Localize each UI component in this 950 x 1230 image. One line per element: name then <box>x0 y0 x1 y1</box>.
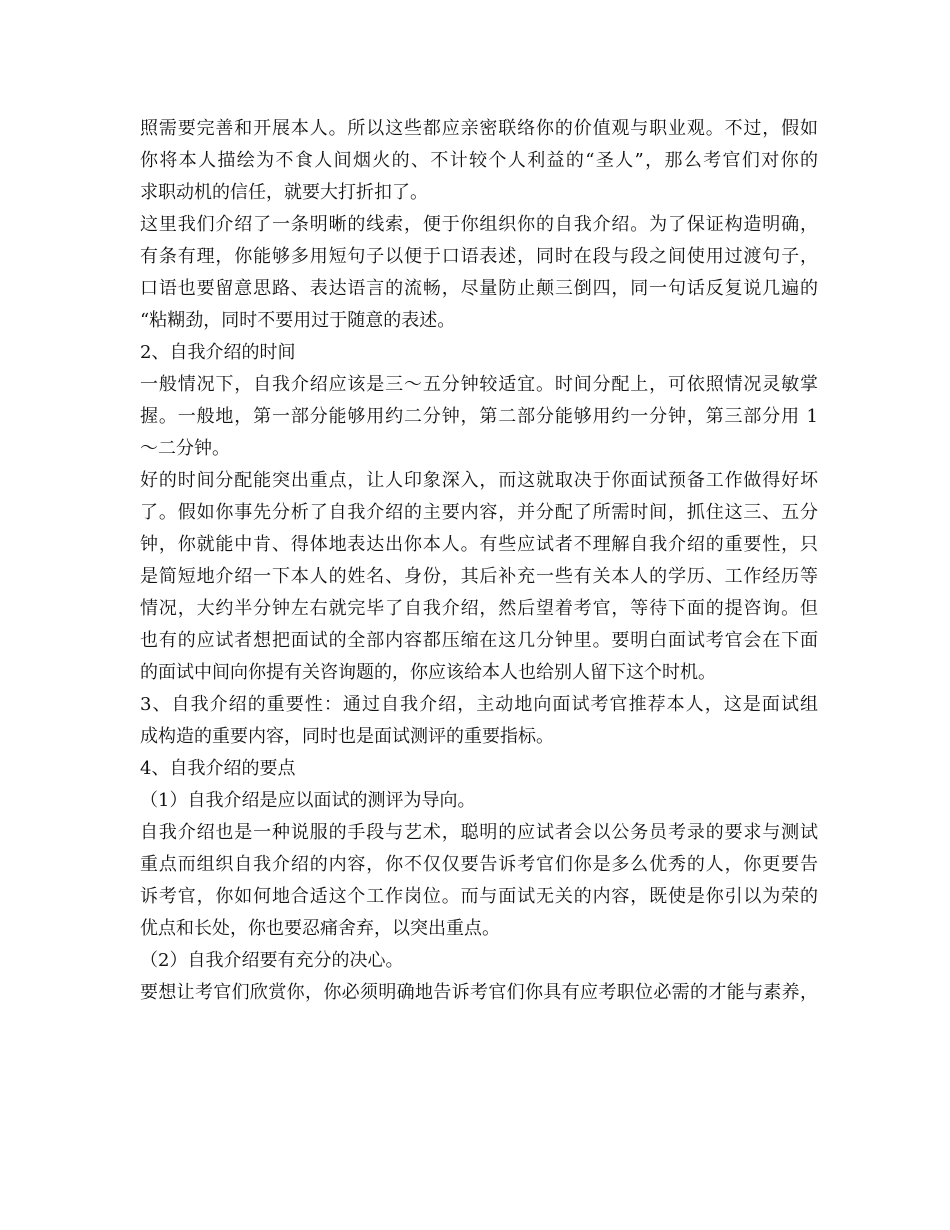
text-line: （1）自我介绍是应以面试的测评为导向。 <box>140 790 476 811</box>
text-line: 3、自我介绍的重要性：通过自我介绍，主动地向面试考官推荐本人，这是面试组 <box>140 694 818 715</box>
text-line: 你将本人描绘为不食人间烟火的、不计较个人利益的“圣人”，那么考官们对你的 <box>140 150 818 171</box>
text-line: 要想让考官们欣赏你，你必须明确地告诉考官们你具有应考职位必需的才能与素养， <box>140 982 818 1003</box>
text-line: 4、自我介绍的要点 <box>140 758 296 779</box>
text-line: 口语也要留意思路、表达语言的流畅，尽量防止颠三倒四，同一句话反复说几遍的 <box>140 278 818 299</box>
text-line: “粘糊劲，同时不要用过于随意的表述。 <box>140 310 456 331</box>
text-line: 这里我们介绍了一条明晰的线索，便于你组织你的自我介绍。为了保证构造明确， <box>140 214 818 235</box>
text-line: 好的时间分配能突出重点，让人印象深入，而这就取决于你面试预备工作做得好坏 <box>140 470 818 491</box>
text-line: 钟，你就能中肯、得体地表达出你本人。有些应试者不理解自我介绍的重要性，只 <box>140 534 818 555</box>
text-line: 照需要完善和开展本人。所以这些都应亲密联络你的价值观与职业观。不过，假如 <box>140 118 818 139</box>
text-line: 有条有理，你能够多用短句子以便于口语表述，同时在段与段之间使用过渡句子， <box>140 246 818 267</box>
text-line: 的面试中间向你提有关咨询题的，你应该给本人也给别人留下这个时机。 <box>140 662 716 683</box>
text-line: 也有的应试者想把面试的全部内容都压缩在这几分钟里。要明白面试考官会在下面 <box>140 630 818 651</box>
text-line: 自我介绍也是一种说服的手段与艺术，聪明的应试者会以公务员考录的要求与测试 <box>140 822 818 843</box>
text-line: 一般情况下，自我介绍应该是三～五分钟较适宜。时间分配上，可依照情况灵敏掌 <box>140 374 818 395</box>
text-line: 求职动机的信任，就要大打折扣了。 <box>140 182 428 203</box>
text-line: （2）自我介绍要有充分的决心。 <box>140 950 404 971</box>
text-line: 握。一般地，第一部分能够用约二分钟，第二部分能够用约一分钟，第三部分用 1 <box>140 406 818 427</box>
text-line: 重点而组织自我介绍的内容，你不仅仅要告诉考官们你是多么优秀的人，你更要告 <box>140 854 818 875</box>
document-page <box>140 113 818 1009</box>
text-line: ～二分钟。 <box>140 438 230 459</box>
text-line: 优点和长处，你也要忍痛舍弃，以突出重点。 <box>140 918 500 939</box>
text-line: 2、自我介绍的时间 <box>140 342 296 363</box>
text-line: 成构造的重要内容，同时也是面试测评的重要指标。 <box>140 726 554 747</box>
text-line: 诉考官，你如何地合适这个工作岗位。而与面试无关的内容，既使是你引以为荣的 <box>140 886 818 907</box>
text-line: 是简短地介绍一下本人的姓名、身份，其后补充一些有关本人的学历、工作经历等 <box>140 566 818 587</box>
text-line: 情况，大约半分钟左右就完毕了自我介绍，然后望着考官，等待下面的提咨询。但 <box>140 598 818 619</box>
text-line: 了。假如你事先分析了自我介绍的主要内容，并分配了所需时间，抓住这三、五分 <box>140 502 818 523</box>
